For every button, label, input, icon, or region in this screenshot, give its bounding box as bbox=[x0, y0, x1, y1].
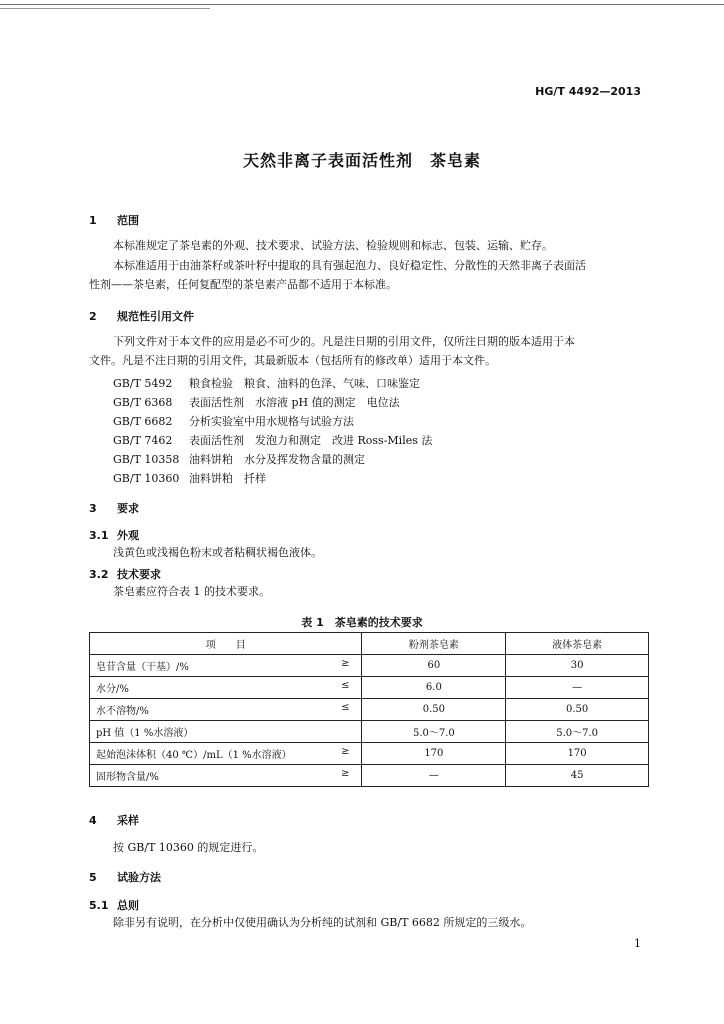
section-title: 外观 bbox=[117, 529, 139, 542]
reference-item bbox=[113, 470, 266, 486]
item-label: 起始泡沫体积（40 ℃）/mL（1 %水溶液） bbox=[96, 750, 292, 761]
reference-title: 分析实验室中用水规格与试验方法 bbox=[189, 415, 354, 428]
section-number: 1 bbox=[89, 214, 97, 227]
section-title: 范围 bbox=[117, 214, 139, 227]
table-row bbox=[90, 699, 649, 721]
item-label: 皂苷含量（干基）/% bbox=[96, 662, 189, 673]
liquid-value: 170 bbox=[506, 743, 649, 765]
table-row bbox=[90, 743, 649, 765]
item-cell bbox=[90, 721, 362, 743]
column-header-powder: 粉剂茶皂素 bbox=[362, 633, 506, 655]
section-title: 技术要求 bbox=[117, 568, 161, 581]
reference-title: 表面活性剂 发泡力和测定 改进 Ross-Miles 法 bbox=[189, 434, 433, 447]
item-label: 固形物含量/% bbox=[96, 772, 159, 783]
liquid-value: — bbox=[506, 677, 649, 699]
section-1-paragraph-2a: 本标准适用于由油茶籽或茶叶籽中提取的具有强起泡力、良好稳定性、分散性的天然非离子表面活 bbox=[113, 259, 586, 272]
section-number: 3.2 bbox=[89, 568, 109, 581]
section-5-1-heading bbox=[89, 897, 139, 913]
section-title: 规范性引用文件 bbox=[117, 310, 194, 323]
item-cell bbox=[90, 765, 362, 787]
standard-code: HG/T 4492—2013 bbox=[535, 85, 641, 98]
reference-code: GB/T 10358 bbox=[113, 453, 180, 466]
relation-symbol: ≤ bbox=[341, 680, 350, 691]
reference-item bbox=[113, 432, 432, 448]
section-3-2-text: 茶皂素应符合表 1 的技术要求。 bbox=[113, 585, 270, 598]
column-header-item: 项 目 bbox=[90, 633, 362, 655]
section-2-paragraph-1b: 文件。凡是不注日期的引用文件，其最新版本（包括所有的修改单）适用于本文件。 bbox=[89, 354, 496, 367]
reference-title: 粮食检验 粮食、油料的色泽、气味、口味鉴定 bbox=[189, 377, 420, 390]
liquid-value: 5.0～7.0 bbox=[506, 721, 649, 743]
section-title: 要求 bbox=[117, 502, 139, 515]
section-title: 总则 bbox=[117, 899, 139, 912]
top-rule-short bbox=[0, 8, 210, 9]
page-number: 1 bbox=[634, 937, 641, 950]
reference-item bbox=[113, 375, 420, 391]
table-1-title: 表 1 茶皂素的技术要求 bbox=[301, 616, 423, 629]
item-cell bbox=[90, 655, 362, 677]
reference-title: 表面活性剂 水溶液 pH 值的测定 电位法 bbox=[189, 396, 400, 409]
powder-value: 0.50 bbox=[362, 699, 506, 721]
item-cell bbox=[90, 677, 362, 699]
reference-title: 油料饼粕 扦样 bbox=[189, 472, 266, 485]
section-number: 3 bbox=[89, 502, 97, 515]
section-3-2-heading bbox=[89, 566, 161, 582]
column-header-liquid: 液体茶皂素 bbox=[506, 633, 649, 655]
section-5-1-text: 除非另有说明，在分析中仅使用确认为分析纯的试剂和 GB/T 6682 所规定的三级水。 bbox=[113, 916, 532, 929]
technical-requirements-table bbox=[89, 632, 649, 787]
item-label: 水不溶物/% bbox=[96, 706, 149, 717]
table-row bbox=[90, 655, 649, 677]
table-row bbox=[90, 677, 649, 699]
section-number: 4 bbox=[89, 814, 97, 827]
reference-code: GB/T 7462 bbox=[113, 434, 173, 447]
liquid-value: 30 bbox=[506, 655, 649, 677]
powder-value: 5.0～7.0 bbox=[362, 721, 506, 743]
section-4-text: 按 GB/T 10360 的规定进行。 bbox=[113, 841, 264, 854]
section-1-paragraph-2b: 性剂——茶皂素，任何复配型的茶皂素产品都不适用于本标准。 bbox=[89, 278, 397, 291]
reference-item bbox=[113, 394, 400, 410]
reference-code: GB/T 5492 bbox=[113, 377, 173, 390]
section-2-heading bbox=[89, 308, 194, 324]
item-cell bbox=[90, 743, 362, 765]
section-title: 试验方法 bbox=[117, 871, 161, 884]
reference-item bbox=[113, 413, 354, 429]
powder-value: — bbox=[362, 765, 506, 787]
liquid-value: 45 bbox=[506, 765, 649, 787]
section-number: 3.1 bbox=[89, 529, 109, 542]
section-2-paragraph-1a: 下列文件对于本文件的应用是必不可少的。凡是注日期的引用文件，仅所注日期的版本适用于本 bbox=[113, 335, 575, 348]
liquid-value: 0.50 bbox=[506, 699, 649, 721]
relation-symbol: ≥ bbox=[341, 746, 350, 757]
item-cell bbox=[90, 699, 362, 721]
table-row bbox=[90, 765, 649, 787]
table-row bbox=[90, 721, 649, 743]
powder-value: 6.0 bbox=[362, 677, 506, 699]
section-1-heading bbox=[89, 212, 139, 228]
reference-title: 油料饼粕 水分及挥发物含量的测定 bbox=[189, 453, 365, 466]
relation-symbol: ≥ bbox=[341, 658, 350, 669]
powder-value: 60 bbox=[362, 655, 506, 677]
section-1-paragraph-1: 本标准规定了茶皂素的外观、技术要求、试验方法、检验规则和标志、包装、运输、贮存。 bbox=[113, 239, 553, 252]
top-rule bbox=[0, 4, 724, 5]
section-3-heading bbox=[89, 500, 139, 516]
section-title: 采样 bbox=[117, 814, 139, 827]
section-4-heading bbox=[89, 812, 139, 828]
item-label: pH 值（1 %水溶液） bbox=[96, 728, 194, 739]
document-title: 天然非离子表面活性剂 茶皂素 bbox=[242, 151, 481, 170]
relation-symbol: ≥ bbox=[341, 768, 350, 779]
reference-code: GB/T 6682 bbox=[113, 415, 173, 428]
relation-symbol: ≤ bbox=[341, 702, 350, 713]
reference-code: GB/T 6368 bbox=[113, 396, 173, 409]
section-3-1-text: 浅黄色或浅褐色粉末或者粘稠状褐色液体。 bbox=[113, 546, 322, 559]
table-header-row bbox=[90, 633, 649, 655]
reference-item bbox=[113, 451, 365, 467]
section-number: 5.1 bbox=[89, 899, 109, 912]
section-5-heading bbox=[89, 869, 161, 885]
powder-value: 170 bbox=[362, 743, 506, 765]
section-number: 2 bbox=[89, 310, 97, 323]
section-number: 5 bbox=[89, 871, 97, 884]
item-label: 水分/% bbox=[96, 684, 129, 695]
reference-code: GB/T 10360 bbox=[113, 472, 180, 485]
section-3-1-heading bbox=[89, 527, 139, 543]
